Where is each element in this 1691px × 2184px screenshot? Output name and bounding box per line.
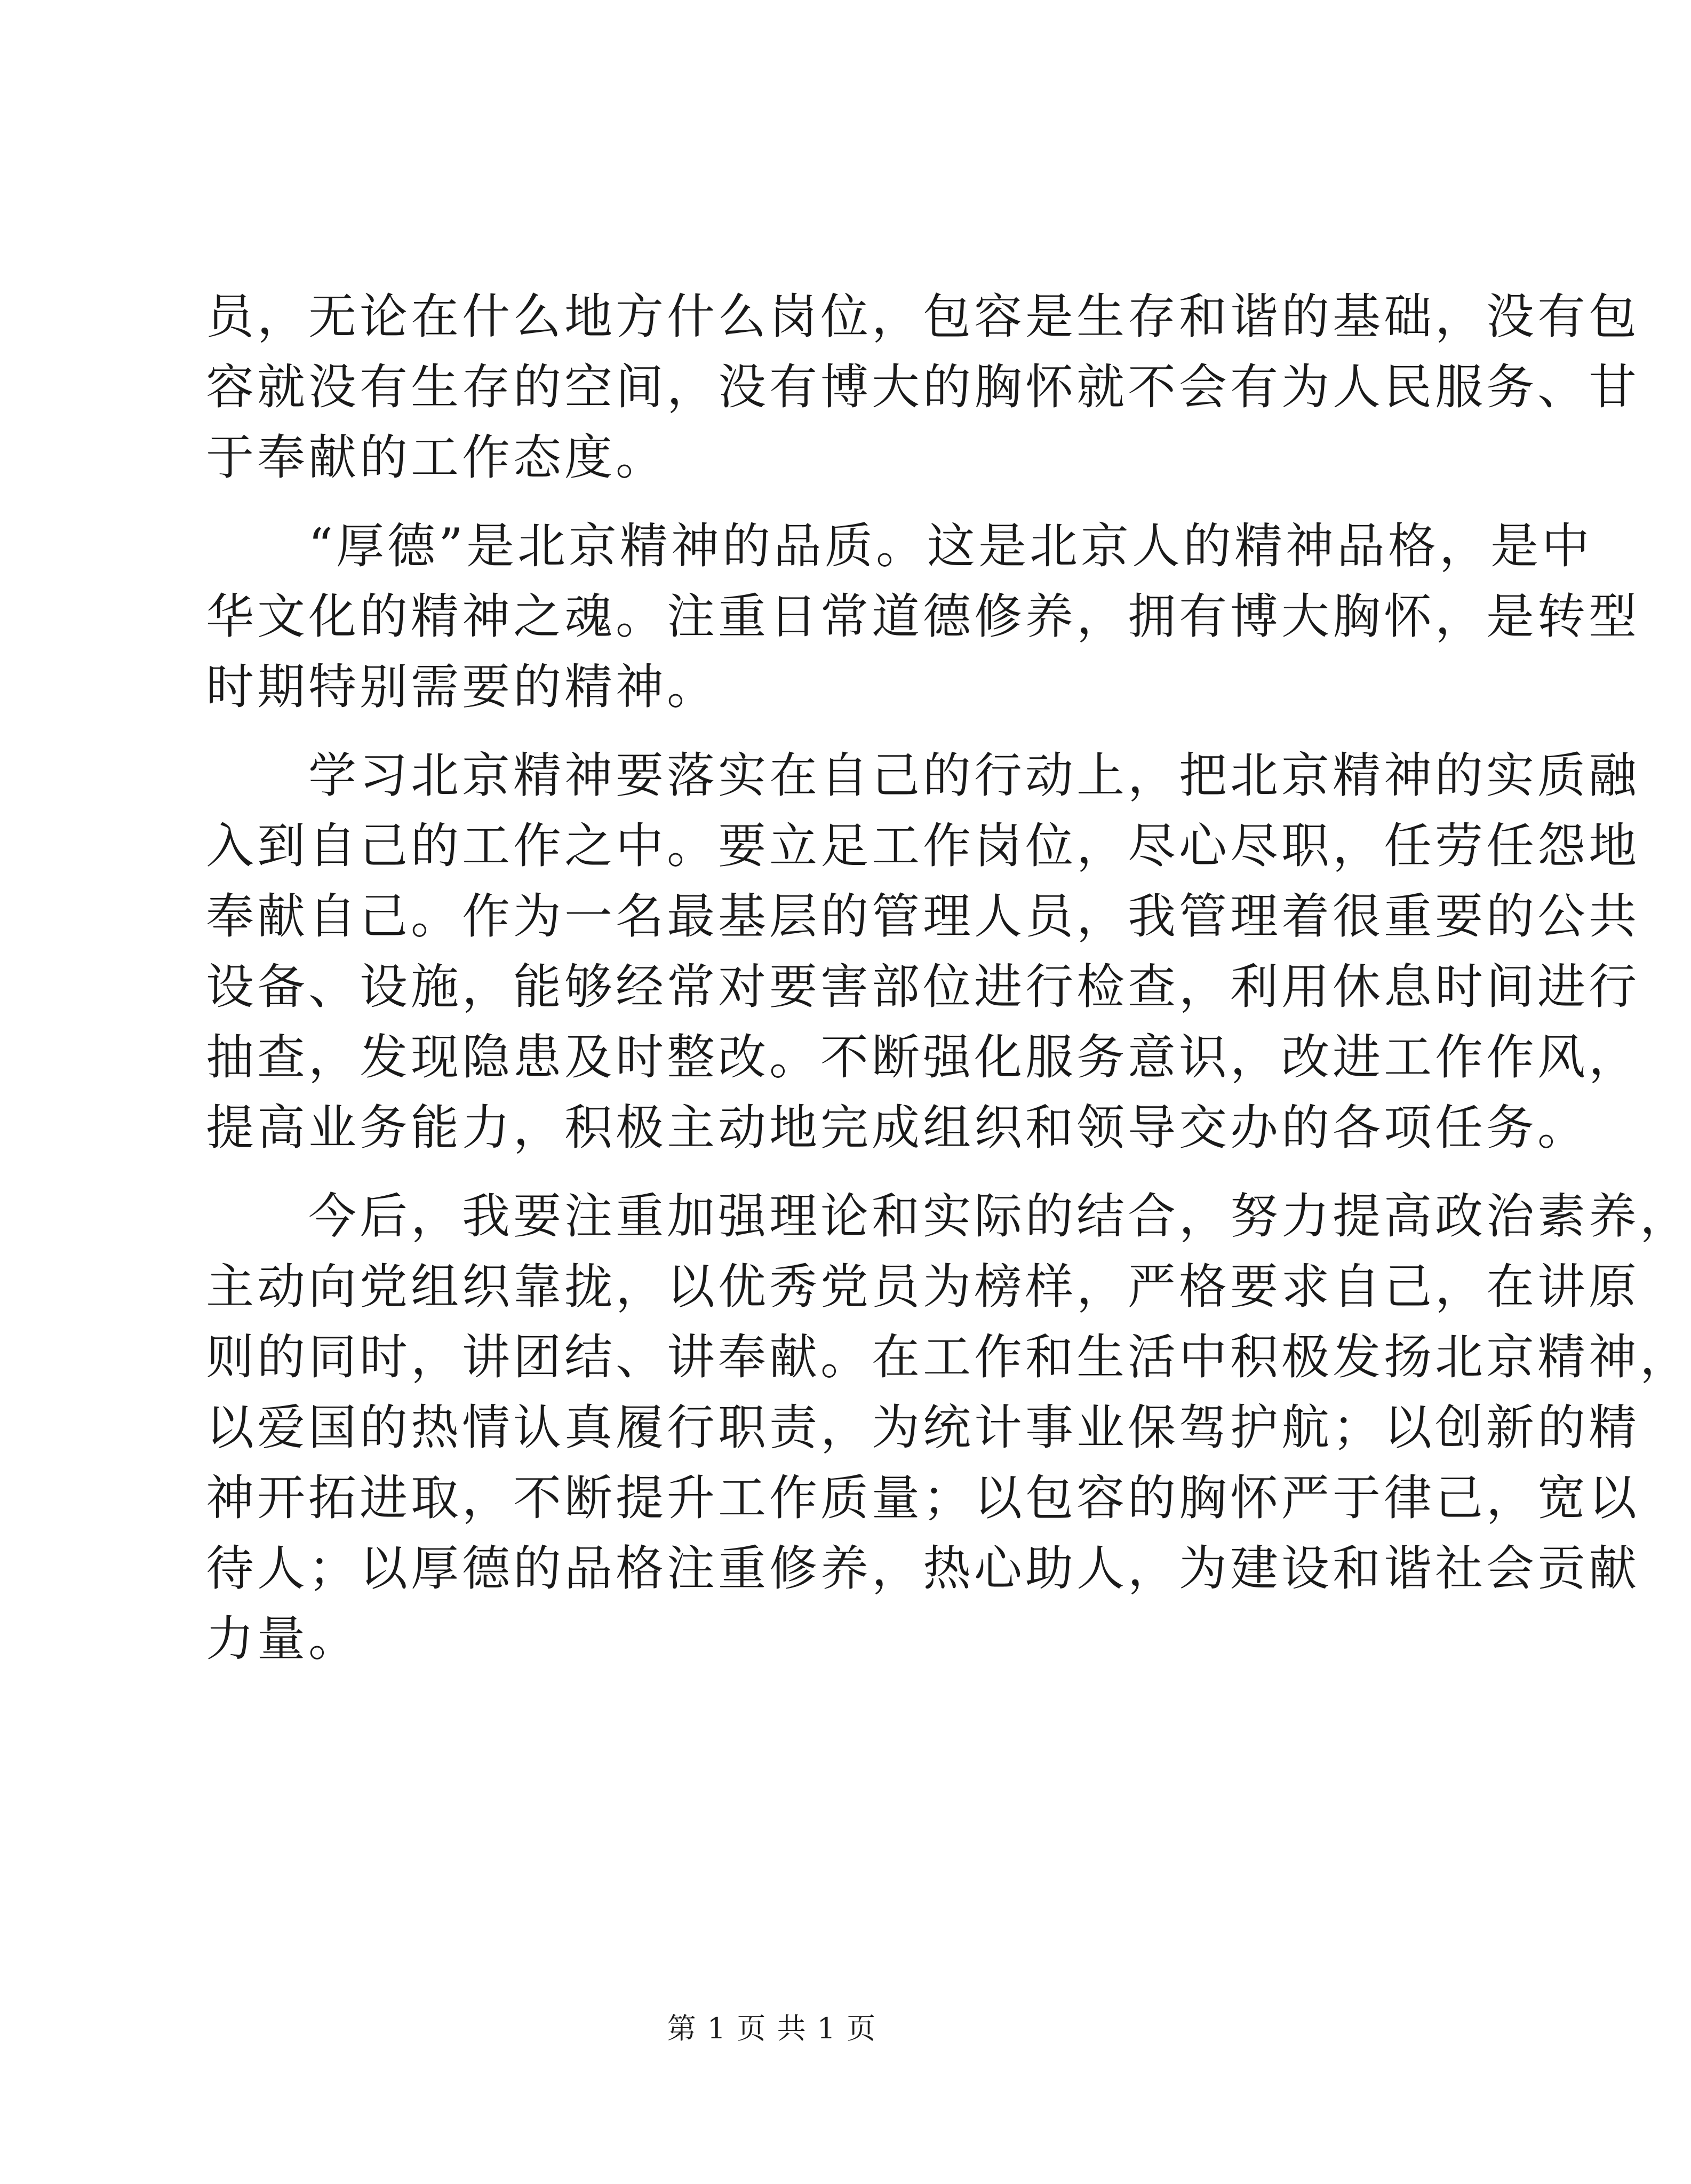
text-line: 员，无论在什么地方什么岗位，包容是生存和谐的基础，没有包 [206,289,1640,345]
text-line: “厚德”是北京精神的品质。这是北京人的精神品格，是中 [206,518,1593,574]
text-line: 今后，我要注重加强理论和实际的结合，努力提高政治素养， [206,1188,1691,1244]
text-line: 神开拓进取，不断提升工作质量；以包容的胸怀严于律己，宽以 [206,1470,1640,1526]
text-line: 设备、设施，能够经常对要害部位进行检查，利用休息时间进行 [206,959,1640,1015]
text-line: 奉献自己。作为一名最基层的管理人员，我管理着很重要的公共 [206,888,1640,944]
text-line: 提高业务能力，积极主动地完成组织和领导交办的各项任务。 [206,1100,1589,1156]
text-line: 容就没有生存的空间，没有博大的胸怀就不会有为人民服务、甘 [206,359,1640,415]
text-line: 主动向党组织靠拢，以优秀党员为榜样，严格要求自己，在讲原 [206,1259,1640,1315]
text-line: 则的同时，讲团结、讲奉献。在工作和生活中积极发扬北京精神， [206,1329,1691,1385]
text-line: 力量。 [206,1611,360,1667]
text-line: 时期特别需要的精神。 [206,659,718,715]
text-line: 待人；以厚德的品格注重修养，热心助人，为建设和谐社会贡献 [206,1540,1640,1597]
text-line: 抽查，发现隐患及时整改。不断强化服务意识，改进工作作风， [206,1029,1640,1085]
text-line: 入到自己的工作之中。要立足工作岗位，尽心尽职，任劳任怨地 [206,818,1640,874]
text-line: 以爱国的热情认真履行职责，为统计事业保驾护航；以创新的精 [206,1400,1640,1456]
text-line: 学习北京精神要落实在自己的行动上，把北京精神的实质融 [206,748,1640,804]
text-line: 于奉献的工作态度。 [206,430,667,486]
page-footer: 第 1 页 共 1 页 [667,2012,877,2045]
text-line: 华文化的精神之魂。注重日常道德修养，拥有博大胸怀，是转型 [206,589,1640,645]
